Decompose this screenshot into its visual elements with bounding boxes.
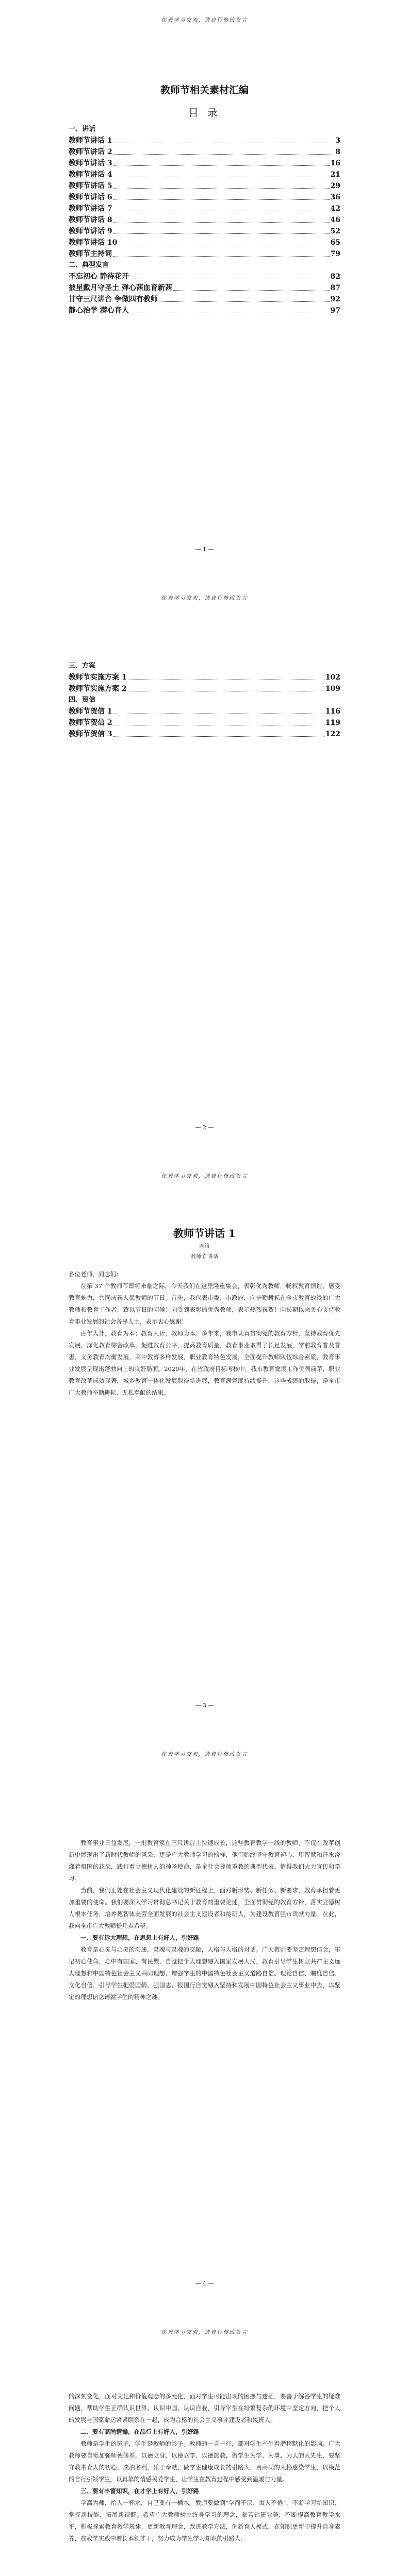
speech-body	[69, 1837, 340, 2003]
section-heading: 三、要有丰富知识，在才学上有好人，引好路	[80, 2487, 199, 2495]
paragraph: 百年大计，教育为本；教育大计，教师为本。多年来，我市认真贯彻党的教育方针，坚持教育优先发展，深化教育综合改革，促进教育公平，提高教育质量，教育事业取得了长足发展，学前教育普及普惠，义务教育均衡发展，高中教育多样发展，职业教育特色发展，全面提升教师队伍综合素质，教育事业发展呈现出蓬勃向上的良好局面。2020年，在省政府目标考核中，我市教育发展工作位列前茅，职业教育改革成效显著，城乡教育一体化发展取得新进展，教育满意度持续提升，这些成绩的取得，是全市广大教师辛勤耕耘、无私奉献的结果。	[69, 1330, 340, 1396]
toc-entry-title: 教师节讲话 3	[69, 159, 112, 167]
toc-entry-page: 42	[330, 205, 340, 213]
speech-author: 教师节 讲话	[190, 1254, 219, 1260]
toc-section-heading: 一、讲话	[69, 125, 96, 133]
toc-entry[interactable]	[69, 717, 340, 728]
toc-entry-title: 教师节主持词	[69, 250, 112, 258]
toc-entry-page: 82	[330, 273, 340, 281]
toc-entry-page: 65	[330, 239, 340, 247]
toc-entry[interactable]	[69, 146, 340, 158]
section-heading: 二、要有高尚情操，在品行上有好人，引好路	[80, 2428, 199, 2435]
toc-entry-page: 79	[330, 250, 340, 258]
page-header: 优秀学习交流，请自行修改发言	[161, 18, 248, 23]
toc-entry[interactable]	[69, 282, 340, 294]
toc-entry-title: 教师节讲话 5	[69, 182, 112, 190]
toc-entry-title: 不忘初心 静待花开	[69, 273, 129, 281]
toc-entry-page: 52	[330, 227, 340, 235]
toc-leader-dots	[113, 256, 330, 257]
toc-entry-page: 122	[325, 730, 340, 738]
toc-entry-page: 97	[330, 307, 340, 315]
toc-entry-page: 16	[330, 159, 340, 167]
toc-entry-title: 教师节讲话 4	[69, 171, 112, 179]
toc-entry[interactable]	[69, 248, 340, 260]
paragraph: 各位老师、同志们：	[69, 1270, 122, 1278]
toc-entry[interactable]	[69, 706, 340, 717]
page-5	[0, 2312, 409, 2576]
toc-entry-title: 教师节实施方案 1	[69, 673, 127, 682]
toc-entry[interactable]	[69, 271, 340, 282]
table-of-contents	[69, 124, 340, 316]
speech-source: 网络	[199, 1244, 210, 1249]
paragraph: 教师是学生的镜子，学生是教师的影子。教师的一言一行，都对学生产生着潜移默化的影响。广大教师要自觉加强师德修养，以德立身、以德立学、以德施教，做学生为学、为事、为人的大先生，要坚守教书育人的初心，淡泊名利，乐于奉献，做学生健康成长的引路人，用高尚的人格感染学生，以模范的言行引领学生，以真挚的情感关爱学生，让学生在教育过程中感受到温暖与力量。	[69, 2440, 340, 2483]
toc-entry[interactable]	[69, 226, 340, 237]
page-3	[0, 1156, 409, 1734]
toc-entry-title: 教师节贺信 1	[69, 707, 112, 716]
toc-leader-dots	[113, 233, 330, 234]
toc-entry-page: 109	[325, 685, 340, 693]
toc-entry-title: 教师节实施方案 2	[69, 685, 127, 693]
toc-entry-page: 3	[335, 137, 340, 145]
toc-entry-page: 116	[325, 707, 340, 716]
toc-leader-dots	[113, 222, 330, 223]
toc-entry[interactable]	[69, 294, 340, 305]
page-4	[0, 1734, 409, 2312]
toc-entry-title: 教师节讲话 8	[69, 216, 112, 224]
toc-entry-title: 教师节讲话 1	[69, 137, 112, 145]
speech-body	[69, 2391, 340, 2545]
toc-entry-title: 静心治学 潜心育人	[69, 307, 129, 315]
toc-heading: 目 录	[188, 107, 221, 118]
page-number: — 4 —	[195, 2280, 214, 2287]
paragraph: 在第 37 个教师节即将来临之际，今天我们在这里隆重集会，表彰优秀教师，畅叙教育情谊，感受教育魅力，共同庆祝人民教师的节日。首先，我代表市委、市政府，向辛勤耕耘在全市教育战线的广大教师和教育工作者，致以节日的问候！向受到表彰的优秀教师，表示热烈祝贺！向长期以来关心支持教育事业发展的社会各界人士，表示衷心感谢！	[69, 1282, 340, 1325]
toc-leader-dots	[113, 154, 335, 155]
toc-entry[interactable]	[69, 672, 340, 683]
toc-entry[interactable]	[69, 203, 340, 214]
toc-entry-title: 教师节讲话 2	[69, 148, 112, 156]
paragraph: 教育是心灵与心灵的沟通，灵魂与灵魂的交融，人格与人格的对话。广大教师要坚定理想信念，牢记初心使命，心中有国家、有民族，自觉把个人理想融入国家发展大局，教育引导学生树立共产主义远大理想和中国特色社会主义共同理想，增强学生的中国特色社会主义道路自信、理论自信、制度自信、文化自信，引导学生把爱国情、强国志、报国行自觉融入坚持和发展中国特色社会主义事业中去，以坚定的理想信念铸就学生的精神之魂。	[69, 1946, 340, 2001]
toc-entry-page: 36	[330, 193, 340, 201]
page-1	[0, 0, 409, 578]
toc-entry-page: 119	[325, 719, 340, 727]
toc-entry-page: 29	[330, 182, 340, 190]
toc-entry-title: 教师节讲话 10	[69, 239, 118, 247]
toc-entry-page: 46	[330, 216, 340, 224]
toc-section-heading: 四、贺信	[69, 696, 96, 704]
toc-entry-title: 披星戴月守圣土 殚心茜血育新茜	[69, 284, 172, 292]
toc-leader-dots	[159, 301, 330, 302]
toc-entry-title: 教师节讲话 6	[69, 193, 112, 201]
page-2	[0, 578, 409, 1156]
toc-entry[interactable]	[69, 180, 340, 192]
page-number: — 1 —	[195, 546, 214, 553]
toc-entry[interactable]	[69, 728, 340, 740]
toc-entry[interactable]	[69, 683, 340, 694]
toc-leader-dots	[113, 188, 330, 189]
toc-entry-title: 教师节讲话 9	[69, 227, 112, 235]
speech-body	[69, 1268, 340, 1399]
toc-entry-page: 102	[325, 673, 340, 682]
speech-title: 教师节讲话 1	[173, 1227, 236, 1240]
toc-entry[interactable]	[69, 237, 340, 248]
toc-entry-page: 8	[335, 148, 340, 156]
toc-entry-page: 92	[330, 295, 340, 303]
toc-entry[interactable]	[69, 169, 340, 180]
toc-entry-title: 教师节贺信 3	[69, 730, 112, 738]
page-header: 优秀学习交流，请自行修改发言	[161, 2330, 248, 2335]
page-header: 优秀学习交流，请自行修改发言	[161, 596, 248, 601]
toc-entry[interactable]	[69, 192, 340, 203]
toc-section-heading: 二、典型发言	[69, 261, 109, 269]
paragraph: 的深刻变化，面对文化和价值观念的多元化，面对学生可能出现的困惑与迷茫，要善于解答学生的疑难问题，帮助学生正确认识世界、认识中国、认识自我，引导学生在纷繁复杂的环境中坚定方向，把个人的发展与国家命运紧紧联系在一起，成为合格的社会主义事业建设者和接班人。	[69, 2393, 340, 2424]
page-header: 优秀学习交流，请自行修改发言	[161, 1174, 248, 1179]
toc-entry[interactable]	[69, 305, 340, 316]
toc-entry-title: 教师节讲话 7	[69, 205, 112, 213]
toc-entry-page: 87	[330, 284, 340, 292]
paragraph: 教育事业日益发展，一批教育家在三尺讲台上快速成长，这些教育教学一线的教师，不仅在改革创新中展现出了新时代教师的风采，更是广大教师学习的榜样，他们始终坚守教育初心，用智慧和汗水浇灌着祖国的花朵，践行着立德树人的神圣使命，是全社会尊师重教的典型代表，值得我们大力宣传和学习。	[69, 1839, 340, 1882]
toc-leader-dots	[113, 165, 330, 166]
toc-leader-dots	[113, 736, 324, 737]
toc-entry-page: 21	[330, 171, 340, 179]
paragraph: 学高为师，给人一杯水，自己要有一桶水。教师要做到“学而不厌、诲人不倦”，不断学习新知识、掌握新技能、拓展新视野。希望广大教师树立终身学习的理念，刻苦钻研业务，不断提高教育教学水平，积极探索教育教学规律，更新教育理念，改进教学方法，创新育人模式，在知识更新中提升自身素养，在教学实践中增长本领才干，努力成为学生学习知识的引路人。	[69, 2499, 340, 2542]
toc-entry[interactable]	[69, 158, 340, 169]
section-heading: 一、要有远大理想，在思想上有好人，引好路	[80, 1934, 199, 1941]
toc-entry-title: 教师节贺信 2	[69, 719, 112, 727]
paragraph: 当前，我们正处在社会主义现代化建设的新征程上，面对新形势、新任务、新要求，教育承担着更加重要的使命。我们要深入学习贯彻总书记关于教育的重要论述，全面贯彻党的教育方针，落实立德树人根本任务，培养德智体美劳全面发展的社会主义建设者和接班人，为建设教育强市贡献力量。在此，我向全市广大教师提几点希望。	[69, 1887, 340, 1929]
toc-entry[interactable]	[69, 214, 340, 226]
page-number: — 2 —	[195, 1124, 214, 1131]
toc-section-heading: 三、方案	[69, 662, 96, 670]
doc-title: 教师节相关素材汇编	[160, 84, 249, 96]
table-of-contents-continued	[69, 660, 340, 740]
page-number: — 3 —	[195, 1702, 214, 1709]
toc-entry[interactable]	[69, 135, 340, 146]
page-header: 优秀学习交流，请自行修改发言	[161, 1752, 248, 1757]
toc-leader-dots	[173, 290, 330, 291]
toc-entry-title: 甘守三尺讲台 争做四有教师	[69, 295, 158, 303]
toc-leader-dots	[113, 199, 330, 200]
